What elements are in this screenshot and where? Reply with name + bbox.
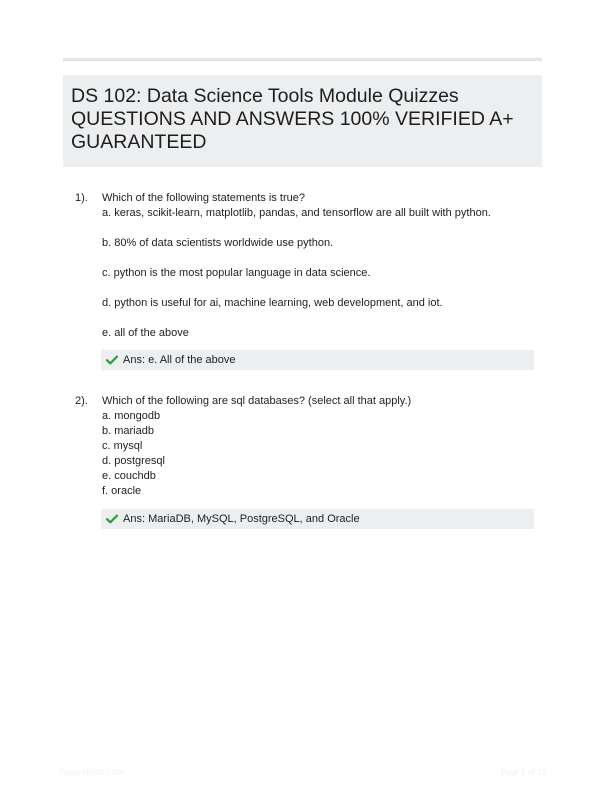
option-e: e. all of the above — [102, 327, 189, 339]
top-divider — [63, 58, 542, 61]
check-icon — [106, 514, 118, 524]
answer-box — [101, 350, 534, 370]
option-d: d. python is useful for ai, machine learning, web development, and iot. — [102, 297, 443, 309]
question-number: 2). — [75, 395, 88, 407]
option-c: c. python is the most popular language in data science. — [102, 267, 371, 279]
option-e: e. couchdb — [102, 470, 156, 482]
footer-watermark: PaperNimic.com — [58, 767, 125, 777]
check-icon — [106, 355, 118, 365]
answer-text: Ans: e. All of the above — [123, 353, 236, 366]
option-f: f. oracle — [102, 485, 142, 497]
question-number: 1). — [75, 192, 88, 204]
option-c: c. mysql — [102, 440, 143, 452]
page-number: Page 1 of 12 — [501, 767, 547, 777]
document-title-line-3: GUARANTEED — [71, 131, 207, 153]
document-title-line-1: DS 102: Data Science Tools Module Quizzes — [71, 85, 459, 107]
document-title-box — [63, 75, 542, 167]
option-a: a. keras, scikit-learn, matplotlib, pandas, and tensorflow are all built with python. — [102, 207, 491, 219]
option-a: a. mongodb — [102, 410, 161, 422]
option-b: b. mariadb — [102, 425, 154, 437]
answer-text: Ans: MariaDB, MySQL, PostgreSQL, and Oracle — [123, 512, 360, 525]
document-title-line-2: QUESTIONS AND ANSWERS 100% VERIFIED A+ — [71, 108, 514, 130]
question-text: Which of the following statements is true? — [102, 192, 305, 204]
answer-box — [101, 509, 534, 529]
option-b: b. 80% of data scientists worldwide use python. — [102, 237, 334, 249]
question-text: Which of the following are sql databases? (select all that apply.) — [102, 395, 412, 407]
option-d: d. postgresql — [102, 455, 165, 467]
